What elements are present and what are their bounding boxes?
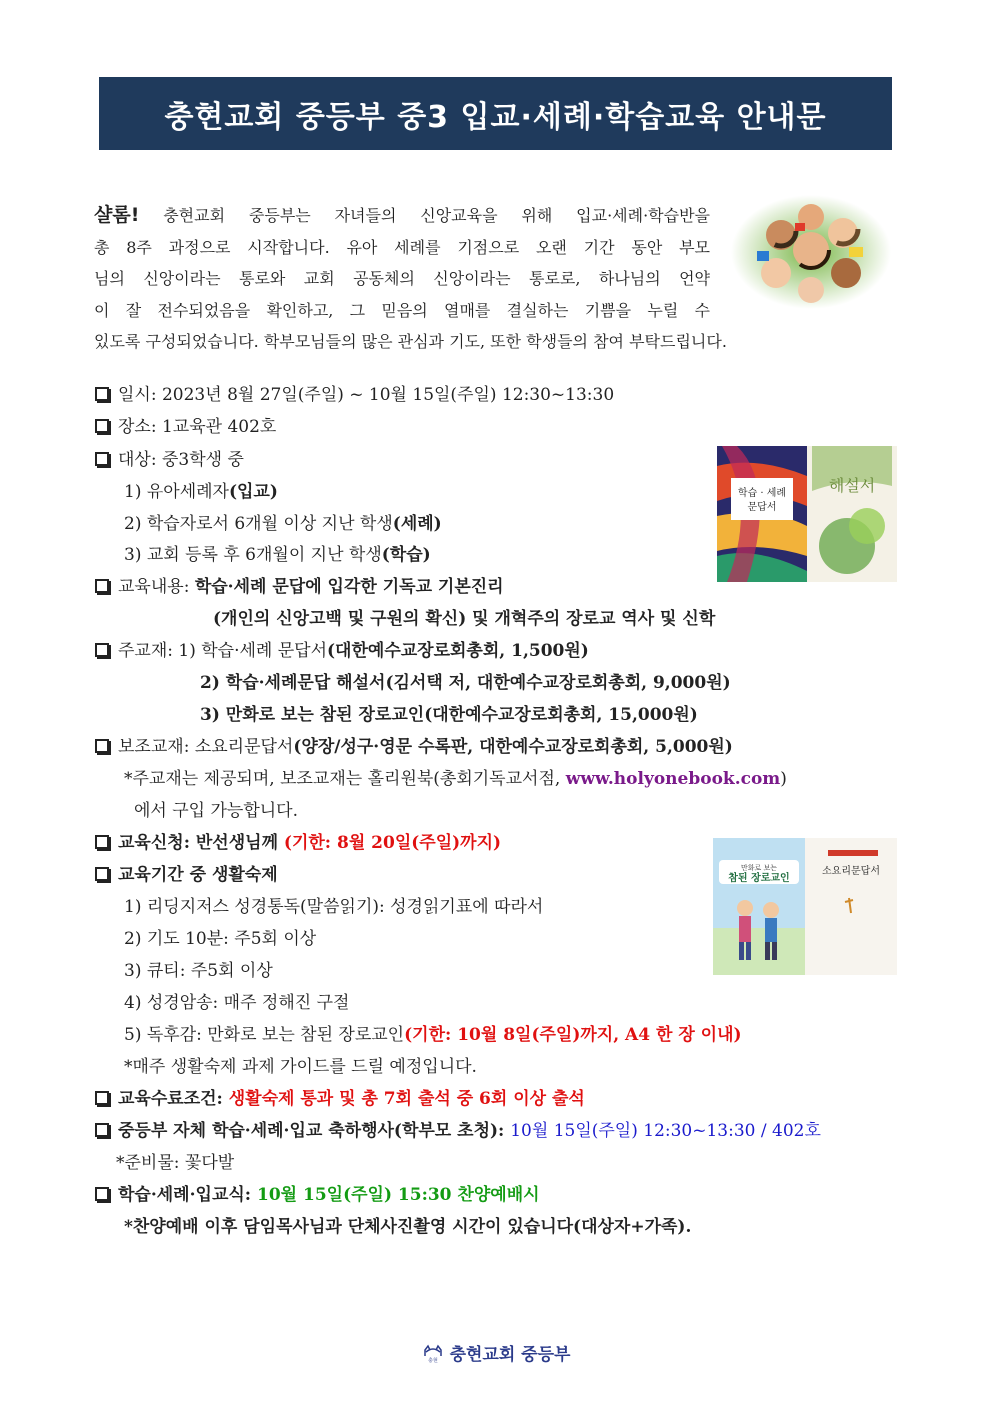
intro-line-4: 이 잘 전수되었음을 확인하고, 그 믿음의 열매를 결실하는 기쁨을 누릴 수 bbox=[94, 300, 710, 320]
checkbox-bullet-icon bbox=[95, 419, 109, 433]
content-line-2: (개인의 신앙고백 및 구원의 확신) 및 개혁주의 장로교 역사 및 신학 bbox=[213, 609, 716, 629]
checkbox-bullet-icon bbox=[95, 1187, 109, 1201]
item-ceremony: 학습·세례·입교식: 10월 15일(주일) 15:30 찬양예배시 bbox=[95, 1183, 540, 1207]
checkbox-bullet-icon bbox=[95, 1123, 109, 1137]
homework-1: 1) 리딩지저스 성경통독(말씀읽기): 성경읽기표에 따라서 bbox=[124, 897, 544, 917]
book-cover-comic bbox=[713, 838, 897, 975]
sub-textbook-note: *주교재는 제공되며, 보조교재는 홀리원북(총회기독교서점, www.holyonebook.com) bbox=[124, 769, 787, 789]
checkbox-bullet-icon bbox=[95, 739, 109, 753]
celebration-note: *준비물: 꽃다발 bbox=[116, 1153, 235, 1173]
book2-title: 해설서 bbox=[828, 476, 876, 495]
checkbox-bullet-icon bbox=[95, 867, 109, 881]
item-place: 장소: 1교육관 402호 bbox=[95, 415, 276, 439]
item-date: 일시: 2023년 8월 27일(주일) ~ 10월 15일(주일) 12:30~13:30 bbox=[95, 383, 614, 407]
item-homework: 교육기간 중 생활숙제 bbox=[95, 863, 278, 887]
target-2: 2) 학습자로서 6개월 이상 지난 학생(세례) bbox=[124, 514, 442, 534]
checkbox-bullet-icon bbox=[95, 835, 109, 849]
intro-line-3: 님의 신앙이라는 통로와 교회 공동체의 신앙이라는 통로로, 하나님의 언약 bbox=[94, 269, 710, 288]
item-celebration: 중등부 자체 학습·세례·입교 축하행사(학부모 초청): 10월 15일(주일) 12:30~13:30 / 402호 bbox=[95, 1119, 821, 1143]
checkbox-bullet-icon bbox=[95, 1091, 109, 1105]
checkbox-bullet-icon bbox=[95, 452, 109, 466]
book-cover-catechism bbox=[717, 446, 897, 582]
homework-4: 4) 성경암송: 매주 정해진 구절 bbox=[124, 993, 350, 1013]
children-photo bbox=[731, 195, 891, 310]
homework-3: 3) 큐티: 주5회 이상 bbox=[124, 961, 273, 981]
homework-note: *매주 생활숙제 과제 가이드를 드릴 예정입니다. bbox=[124, 1057, 477, 1077]
target-1: 1) 유아세례자(입교) bbox=[124, 482, 278, 502]
item-apply: 교육신청: 반선생님께 (기한: 8월 20일(주일)까지) bbox=[95, 831, 501, 855]
homework-5: 5) 독후감: 만화로 보는 참된 장로교인(기한: 10월 8일(주일)까지, A4 한 장 이내) bbox=[124, 1025, 742, 1045]
sub-textbook-note-2: 에서 구입 가능합니다. bbox=[134, 801, 299, 821]
book3-title: 참된 장로교인 bbox=[728, 873, 790, 884]
footer-church-name: 충현교회 중등부 bbox=[449, 1345, 571, 1365]
page-title: 충현교회 중등부 중3 입교·세례·학습교육 안내문 bbox=[164, 99, 827, 135]
main-textbook-2: 2) 학습·세례문답 해설서(김서택 저, 대한예수교장로회총회, 9,000원) bbox=[200, 673, 731, 693]
item-completion: 교육수료조건: 생활숙제 통과 및 총 7회 출석 중 6회 이상 출석 bbox=[95, 1087, 585, 1111]
book1-title: 학습 · 세례 bbox=[737, 488, 787, 499]
checkbox-bullet-icon bbox=[95, 643, 109, 657]
title-banner bbox=[99, 77, 892, 150]
target-3: 3) 교회 등록 후 6개월이 지난 학생(학습) bbox=[124, 545, 431, 565]
item-target: 대상: 중3학생 중 bbox=[95, 448, 244, 472]
intro-line-1: 샬롬! 충현교회 중등부는 자녀들의 신앙교육을 위해 입교·세례·학습반을 bbox=[94, 204, 710, 226]
main-textbook-3: 3) 만화로 보는 참된 장로교인(대한예수교장로회총회, 15,000원) bbox=[200, 705, 698, 725]
item-content: 교육내용: 학습·세례 문답에 입각한 기독교 기본진리 bbox=[95, 575, 504, 599]
homework-2: 2) 기도 10분: 주5회 이상 bbox=[124, 929, 317, 949]
intro-line-5: 있도록 구성되었습니다. 학부모님들의 많은 관심과 기도, 또한 학생들의 참여 부탁드립니다. bbox=[94, 332, 727, 351]
church-logo-icon bbox=[422, 1342, 444, 1364]
book1-subtitle: 문답서 bbox=[747, 502, 777, 513]
item-sub-textbook: 보조교재: 소요리문답서(양장/성구·영문 수록판, 대한예수교장로회총회, 5,000원) bbox=[95, 735, 733, 759]
book3-subtitle: 만화로 보는 bbox=[740, 864, 778, 872]
checkbox-bullet-icon bbox=[95, 387, 109, 401]
item-main-textbook: 주교재: 1) 학습·세례 문답서(대한예수교장로회총회, 1,500원) bbox=[95, 639, 589, 663]
holyonebook-link[interactable]: www.holyonebook.com bbox=[565, 769, 781, 789]
checkbox-bullet-icon bbox=[95, 579, 109, 593]
ceremony-note: *찬양예배 이후 담임목사님과 단체사진촬영 시간이 있습니다(대상자+가족). bbox=[124, 1217, 692, 1237]
footer bbox=[0, 1340, 992, 1365]
svg-text:충현: 충현 bbox=[427, 1357, 438, 1364]
intro-line-2: 총 8주 과정으로 시작합니다. 유아 세례를 기점으로 오랜 기간 동안 부모 bbox=[94, 237, 710, 257]
book4-title: 소요리문답서 bbox=[822, 866, 880, 877]
